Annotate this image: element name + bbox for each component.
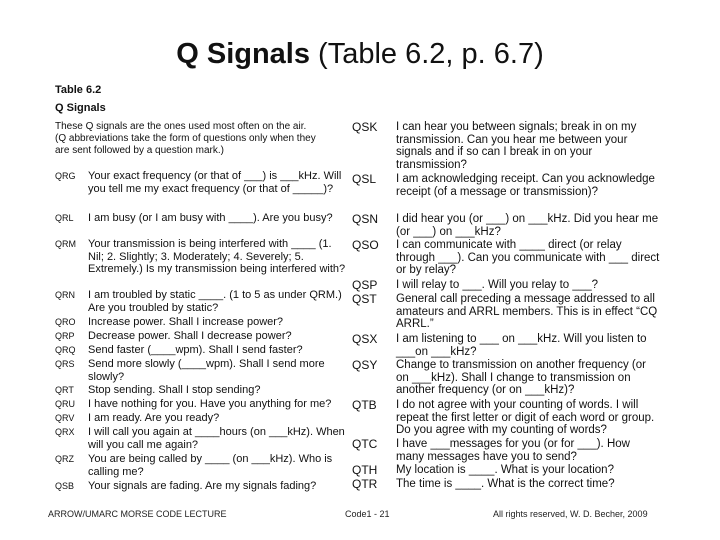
q-meaning: Send more slowly (____wpm). Shall I send more slowly?: [88, 358, 325, 383]
q-meaning: Stop sending. Shall I stop sending?: [88, 384, 261, 396]
title-rest: (Table 6.2, p. 6.7): [310, 38, 544, 70]
q-meaning: I am ready. Are you ready?: [88, 412, 220, 424]
q-code: QRX: [55, 427, 75, 437]
q-meaning: My location is ____. What is your location?: [396, 464, 614, 476]
q-code: QST: [352, 292, 377, 306]
q-code: QRO: [55, 317, 76, 327]
q-meaning: Your exact frequency (or that of ___) is ___kHz. Will you tell me my exact frequency (or that of _____)?: [88, 170, 342, 195]
q-meaning: Your signals are fading. Are my signals fading?: [88, 480, 317, 492]
q-code: QSY: [352, 358, 378, 372]
q-code: QSO: [352, 238, 379, 252]
q-code: QRS: [55, 359, 75, 369]
q-meaning: I can hear you between signals; break in on my transmission. Can you hear me between your signals and if so can I break in on your transmission?: [396, 121, 637, 171]
q-meaning: I do not agree with your counting of words. I will repeat the first letter or digit of each word or group. Do you agree with my counting of words?: [396, 399, 655, 436]
table-subtitle: Q Signals: [55, 102, 106, 114]
q-meaning: Decrease power. Shall I decrease power?: [88, 330, 292, 342]
q-code: QSB: [55, 481, 75, 491]
q-meaning: The time is ____. What is the correct time?: [396, 478, 615, 490]
q-code: QRN: [55, 290, 75, 300]
q-code: QRP: [55, 331, 75, 341]
q-code: QSP: [352, 278, 378, 292]
q-code: QRQ: [55, 345, 76, 355]
q-meaning: I am busy (or I am busy with ____). Are you busy?: [88, 212, 333, 224]
q-code: QTH: [352, 463, 378, 477]
footer-left: ARROW/UMARC MORSE CODE LECTURE: [48, 509, 227, 519]
q-code: QTB: [352, 398, 377, 412]
footer-center: Code1 - 21: [345, 509, 390, 519]
q-meaning: You are being called by ____ (on ___kHz). Who is calling me?: [88, 453, 333, 478]
q-meaning: I did hear you (or ___) on ___kHz. Did you hear me (or ___) on ___kHz?: [396, 213, 659, 238]
q-code: QTC: [352, 437, 378, 451]
slide-title: [0, 38, 720, 71]
q-code: QRT: [55, 385, 74, 395]
q-code: QRG: [55, 171, 76, 181]
q-code: QRZ: [55, 454, 74, 464]
q-meaning: I am acknowledging receipt. Can you acknowledge receipt (of a message or transmission)?: [396, 173, 655, 198]
table-intro: These Q signals are the ones used most often on the air. (Q abbreviations take the form of questions only when they are sent followed by a question mark.): [55, 121, 316, 156]
q-meaning: I will call you again at ____hours (on ___kHz). When will you call me again?: [88, 426, 345, 451]
q-code: QSK: [352, 120, 378, 134]
q-code: QRU: [55, 399, 75, 409]
q-meaning: I can communicate with ____ direct (or relay through ___). Can you communicate with ___ direct or by relay?: [396, 239, 660, 276]
footer-right: All rights reserved, W. D. Becher, 2009: [493, 509, 648, 519]
q-meaning: I will relay to ___. Will you relay to ___?: [396, 279, 598, 291]
q-meaning: I am listening to ___ on ___kHz. Will you listen to ___on ___kHz?: [396, 333, 647, 358]
q-code: QRM: [55, 239, 76, 249]
q-code: QSL: [352, 172, 377, 186]
q-meaning: I have ___messages for you (or for ___). How many messages have you to send?: [396, 438, 630, 463]
q-meaning: Your transmission is being interfered with ____ (1. Nil; 2. Slightly; 3. Moderately; 4. Severely; 5. Extremely.) Is my transmission being interfered with?: [88, 238, 346, 275]
q-code: QRV: [55, 413, 75, 423]
q-meaning: Send faster (____wpm). Shall I send faster?: [88, 344, 303, 356]
q-meaning: I am troubled by static ____. (1 to 5 as under QRM.) Are you troubled by static?: [88, 289, 342, 314]
q-meaning: Change to transmission on another frequency (or on ___kHz). Shall I change to transmission on another frequency (or on ___kHz)?: [396, 359, 646, 396]
q-meaning: General call preceding a message addressed to all amateurs and ARRL members. This is in effect “CQ ARRL.”: [396, 293, 658, 330]
q-code: QRL: [55, 213, 74, 223]
title-bold: Q Signals: [176, 38, 310, 70]
table-label: Table 6.2: [55, 84, 102, 96]
q-code: QSN: [352, 212, 379, 226]
q-code: QSX: [352, 332, 378, 346]
q-meaning: Increase power. Shall I increase power?: [88, 316, 284, 328]
q-code: QTR: [352, 477, 378, 491]
q-meaning: I have nothing for you. Have you anything for me?: [88, 398, 332, 410]
